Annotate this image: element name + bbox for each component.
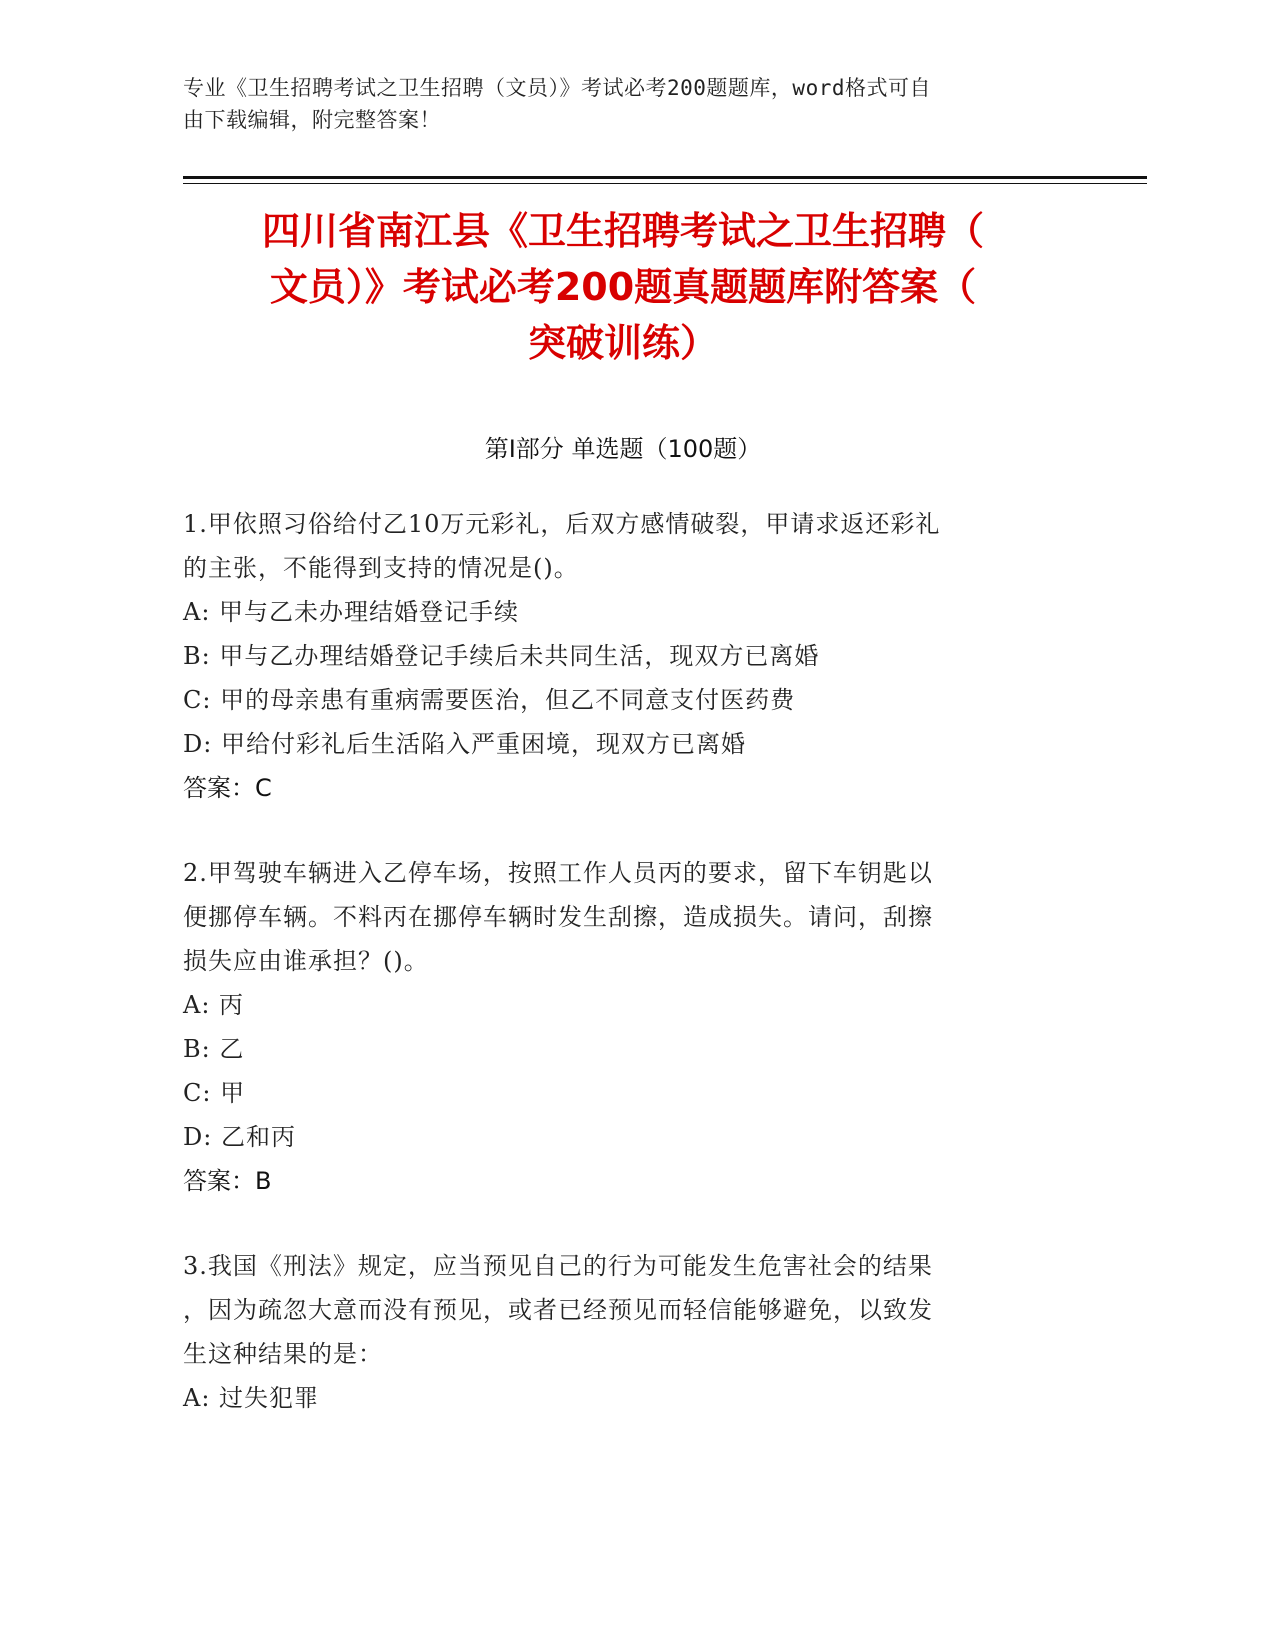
header-note-line-2: 由下载编辑，附完整答案！ xyxy=(183,108,441,132)
header-note-line-1: 专业《卫生招聘考试之卫生招聘（文员）》考试必考200题题库，word格式可自 xyxy=(183,76,931,100)
document-title xyxy=(183,203,1063,371)
document-title-line-2: 文员）》考试必考200题真题题库附答案（ xyxy=(269,265,977,309)
question-text-line: 2.甲驾驶车辆进入乙停车场，按照工作人员丙的要求，留下车钥匙以 xyxy=(183,859,933,887)
option-a: A: 丙 xyxy=(183,991,245,1019)
question-text-line: 的主张，不能得到支持的情况是()。 xyxy=(183,554,579,582)
header-note xyxy=(183,72,1053,136)
option-c: C: 甲的母亲患有重病需要医治，但乙不同意支付医药费 xyxy=(183,686,796,714)
option-a: A: 过失犯罪 xyxy=(183,1384,320,1412)
question-2 xyxy=(183,851,1063,1203)
question-text-line: 1.甲依照习俗给付乙10万元彩礼，后双方感情破裂，甲请求返还彩礼 xyxy=(183,510,941,538)
option-c: C: 甲 xyxy=(183,1079,246,1107)
question-3 xyxy=(183,1244,1063,1420)
question-text-line: 3.我国《刑法》规定，应当预见自己的行为可能发生危害社会的结果 xyxy=(183,1252,933,1280)
question-text-line: ，因为疏忽大意而没有预见，或者已经预见而轻信能够避免，以致发 xyxy=(183,1296,933,1324)
section-heading: 第Ⅰ部分 单选题（100题） xyxy=(484,435,762,463)
document-title-line-1: 四川省南江县《卫生招聘考试之卫生招聘（ xyxy=(261,209,984,253)
question-text-line: 生这种结果的是： xyxy=(183,1340,383,1368)
option-d: D: 甲给付彩礼后生活陷入严重困境，现双方已离婚 xyxy=(183,730,746,758)
option-a: A: 甲与乙未办理结婚登记手续 xyxy=(183,598,520,626)
question-1 xyxy=(183,502,1063,810)
question-text-line: 损失应由谁承担？()。 xyxy=(183,947,429,975)
answer: 答案：C xyxy=(183,774,272,802)
header-divider-thin xyxy=(183,183,1147,184)
document-title-line-3: 突破训练） xyxy=(527,321,718,365)
option-b: B: 乙 xyxy=(183,1035,245,1063)
header-divider-thick xyxy=(183,176,1147,179)
option-d: D: 乙和丙 xyxy=(183,1123,296,1151)
option-b: B: 甲与乙办理结婚登记手续后未共同生活，现双方已离婚 xyxy=(183,642,820,670)
question-text-line: 便挪停车辆。不料丙在挪停车辆时发生刮擦，造成损失。请问，刮擦 xyxy=(183,903,933,931)
answer: 答案：B xyxy=(183,1167,272,1195)
